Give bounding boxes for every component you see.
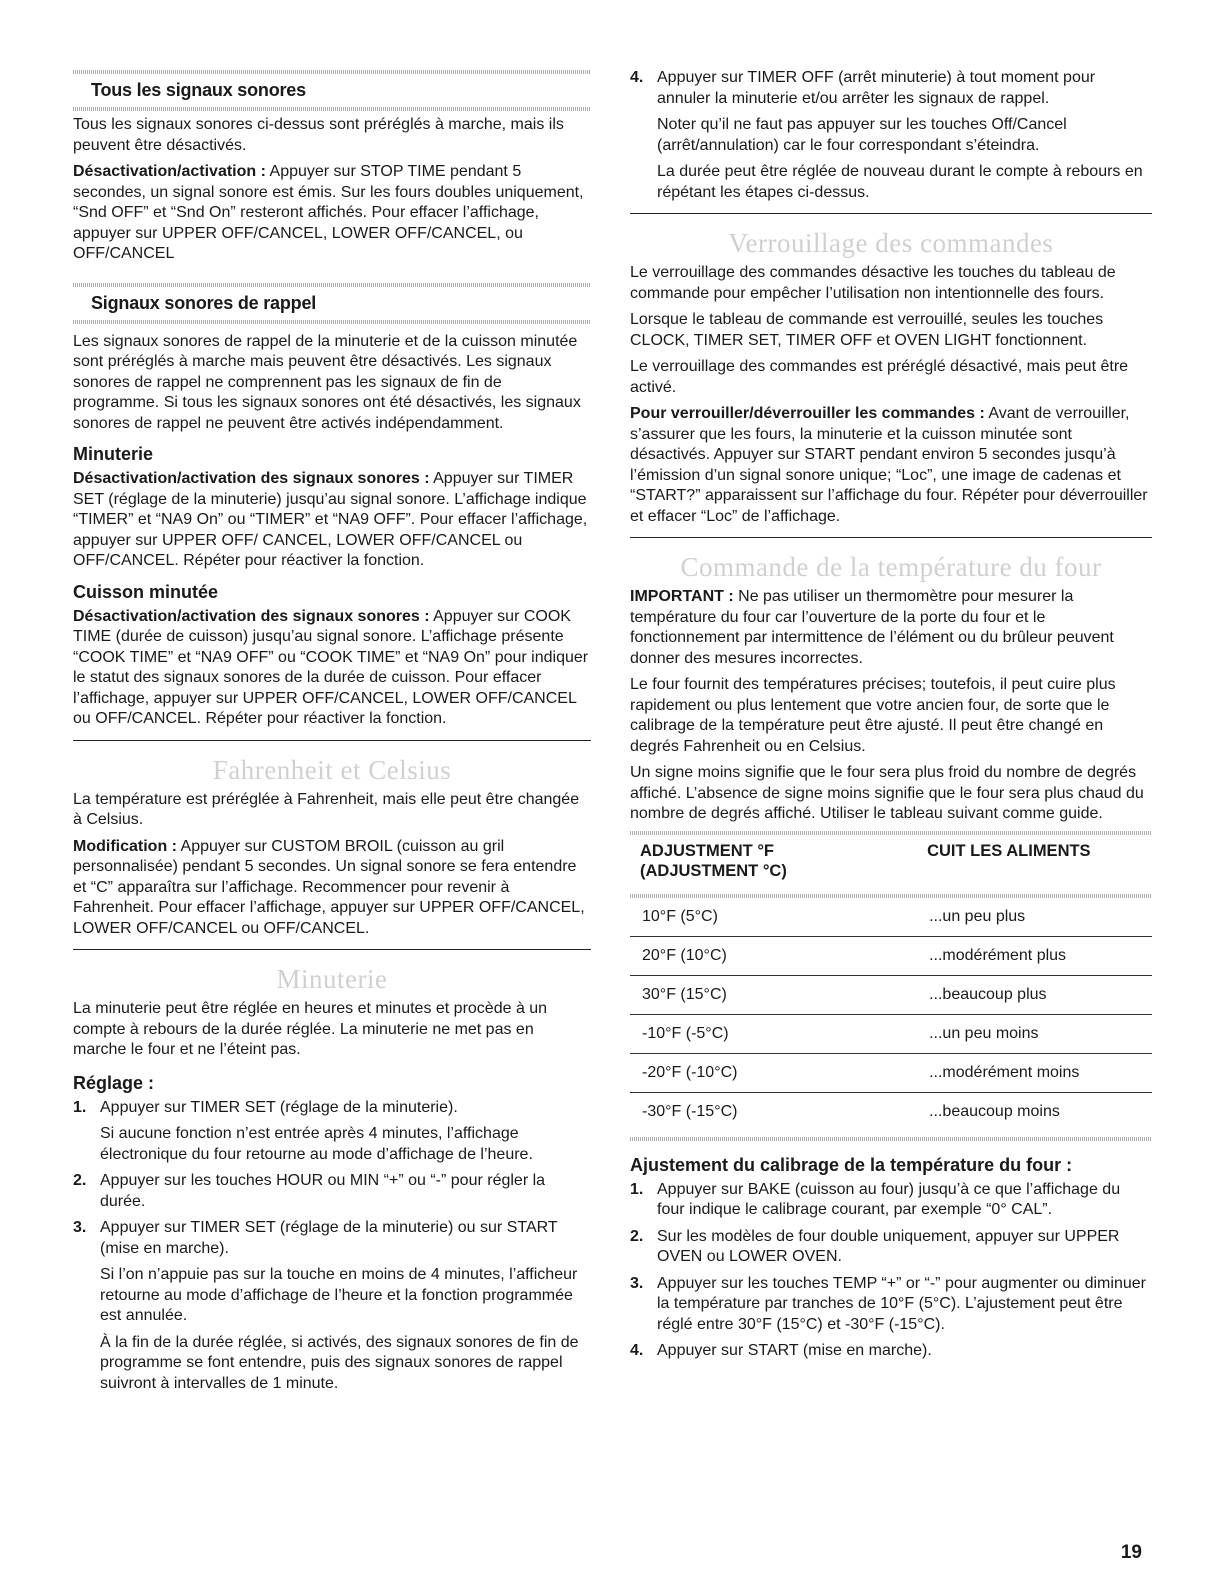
bold-lead: Désactivation/activation des signaux sonores : bbox=[73, 470, 430, 487]
paragraph bbox=[630, 587, 1152, 669]
subheading: Réglage : bbox=[73, 1072, 155, 1093]
step-number: 2. bbox=[73, 1172, 87, 1189]
step-number: 3. bbox=[73, 1219, 87, 1236]
step-note: Noter qu’il ne faut pas appuyer sur les touches Off/Cancel (arrêt/annulation) car le four correspondant s’éteindra. bbox=[657, 116, 1067, 154]
step-number: 4. bbox=[630, 1342, 644, 1359]
paragraph: La minuterie peut être réglée en heures et minutes et procède à un compte à rebours de la durée réglée. La minuterie ne met pas en marche le four et ne l’éteint pas. bbox=[73, 1000, 548, 1058]
table-cell: ...un peu plus bbox=[917, 898, 1152, 937]
step-text: Appuyer sur TIMER OFF (arrêt minuterie) à tout moment pour annuler la minuterie et/ou arrêter les signaux de rappel. bbox=[657, 69, 1096, 107]
step-note: Si aucune fonction n’est entrée après 4 minutes, l’affichage électronique du four retourne au mode d’affichage de l’heure. bbox=[100, 1125, 533, 1163]
section-rule bbox=[73, 740, 591, 741]
list-item bbox=[73, 1098, 591, 1166]
list-item bbox=[630, 1180, 1152, 1221]
list-item bbox=[630, 1274, 1152, 1336]
subheading: Cuisson minutée bbox=[73, 581, 219, 602]
paragraph bbox=[73, 162, 591, 265]
step-text: Appuyer sur TIMER SET (réglage de la minuterie). bbox=[100, 1098, 458, 1116]
step-text: Appuyer sur les touches TEMP “+” or “-” pour augmenter ou diminuer la température par tranches de 10°F (5°C). L’ajustement peut être réglé entre 30°F (15°C) et -30°F (-15°C). bbox=[657, 1274, 1146, 1333]
table-row bbox=[630, 936, 1152, 975]
table-cell: 10°F (5°C) bbox=[630, 898, 917, 937]
table-cell: ...beaucoup moins bbox=[929, 1102, 1060, 1120]
timer-steps-list bbox=[73, 1098, 591, 1395]
section-rule bbox=[630, 537, 1152, 538]
table-cell: -30°F (-15°C) bbox=[642, 1102, 738, 1120]
step-text: Appuyer sur BAKE (cuisson au four) jusqu’à ce que l’affichage du four indique le calibrage courant, par exemple “0° CAL”. bbox=[657, 1180, 1121, 1218]
bold-lead: Pour verrouiller/déverrouiller les commandes : bbox=[630, 405, 985, 422]
table-cell: ...modérément plus bbox=[917, 936, 1152, 975]
list-item bbox=[630, 68, 1152, 203]
paragraph: Les signaux sonores de rappel de la minuterie et de la cuisson minutée sont préréglés à marche mais peuvent être désactivés. Les signaux sonores de rappel ne comprennent pas les signaux de fin de programme. Si tous les signaux sonores ont été désactivés, les signaux sonores de rappel ne peuvent être activés indépendamment. bbox=[73, 332, 581, 432]
section-heading: Commande de la température du four bbox=[680, 552, 1102, 582]
table-row bbox=[630, 1014, 1152, 1053]
step-text: Appuyer sur START (mise en marche). bbox=[657, 1342, 932, 1359]
step-number: 1. bbox=[73, 1098, 87, 1116]
section-heading: Minuterie bbox=[276, 964, 388, 994]
paragraph: La température est préréglée à Fahrenheit, mais elle peut être changée à Celsius. bbox=[73, 790, 580, 828]
paragraph: Le verrouillage des commandes désactive les touches du tableau de commande pour empêcher l’utilisation non intentionnelle des fours. bbox=[630, 264, 1116, 302]
page-number: 19 bbox=[1120, 1542, 1142, 1563]
table-row bbox=[630, 1092, 1152, 1131]
paragraph-text: Appuyer sur TIMER SET (réglage de la minuterie) jusqu’au signal sonore. L’affichage indique “TIMER” et “NA9 On” ou “TIMER” et “NA9 OFF”. Pour effacer l’affichage, appuyer sur UPPER OFF/ CANCEL, LOWER OFF/CANCEL ou OFF/CANCEL. Répéter pour réactiver la fonction. bbox=[73, 470, 588, 569]
list-item bbox=[73, 1218, 591, 1394]
paragraph: Un signe moins signifie que le four sera plus froid du nombre de degrés affiché. L’absence de signe moins signifie que le four sera plus chaud du nombre de degrés affiché. Utiliser le tableau suivant comme guide. bbox=[630, 764, 1144, 822]
column-header-result: CUIT LES ALIMENTS bbox=[927, 841, 1091, 860]
paragraph bbox=[630, 404, 1152, 527]
table-cell: ...modérément moins bbox=[917, 1053, 1152, 1092]
paragraph bbox=[73, 469, 591, 572]
bold-lead: Désactivation/activation des signaux sonores : bbox=[73, 607, 430, 625]
bold-lead: Modification : bbox=[73, 837, 177, 855]
paragraph bbox=[73, 837, 591, 940]
paragraph: Tous les signaux sonores ci-dessus sont préréglés à marche, mais ils peuvent être désactivés. bbox=[73, 116, 564, 154]
right-column bbox=[630, 68, 1152, 1368]
paragraph: Lorsque le tableau de commande est verrouillé, seules les touches CLOCK, TIMER SET, TIMER OFF et OVEN LIGHT fonctionnent. bbox=[630, 311, 1104, 349]
table-cell: 20°F (10°C) bbox=[630, 936, 917, 975]
table-cell: -10°F (-5°C) bbox=[630, 1014, 917, 1053]
paragraph: Le four fournit des températures précises; toutefois, il peut cuire plus rapidement ou plus lentement que votre ancien four, de sorte que le calibrage de la température peut être ajusté. Il peut être changé en degrés Fahrenheit ou en Celsius. bbox=[630, 676, 1116, 755]
dotted-divider bbox=[630, 894, 1152, 898]
paragraph-text: Ne pas utiliser un thermomètre pour mesurer la température du four car l’ouverture de la porte du four et le fonctionnement par intermittence de l’élément ou du brûleur peuvent donner des mesures incorrectes. bbox=[630, 588, 1114, 667]
dotted-divider bbox=[73, 320, 591, 324]
paragraph-text: Avant de verrouiller, s’assurer que les fours, la minuterie et la cuisson minutée sont désactivés. Appuyer sur START pendant environ 5 secondes jusqu’à l’émission d’un signal sonore unique; “Loc”, une image de cadenas et “START?” apparaissent sur l’affichage du four. Répéter pour déverrouiller et effacer “Loc” de l’affichage. bbox=[630, 405, 1148, 525]
table-cell: 30°F (15°C) bbox=[630, 975, 917, 1014]
step-note: La durée peut être réglée de nouveau durant le compte à rebours en répétant les étapes ci-dessus. bbox=[657, 163, 1143, 201]
step-text: Appuyer sur les touches HOUR ou MIN “+” ou “-” pour régler la durée. bbox=[100, 1172, 546, 1210]
dotted-divider bbox=[73, 283, 591, 287]
left-column bbox=[73, 62, 591, 1400]
section-heading: Fahrenheit et Celsius bbox=[212, 754, 452, 785]
section-all-signals-header bbox=[73, 70, 591, 111]
step-note: À la fin de la durée réglée, si activés, des signaux sonores de fin de programme se font entendre, puis des signaux sonores de rappel suivront à intervalles de 1 minute. bbox=[100, 1333, 579, 1392]
dotted-divider bbox=[73, 107, 591, 111]
step-number: 1. bbox=[630, 1180, 644, 1198]
dotted-divider bbox=[630, 831, 1152, 835]
step-number: 4. bbox=[630, 69, 644, 86]
step-note: Si l’on n’appuie pas sur la touche en moins de 4 minutes, l’afficheur retourne au mode d’affichage de l’heure et la fonction programmée est annulée. bbox=[100, 1266, 578, 1324]
paragraph bbox=[73, 607, 591, 730]
timer-steps-continued bbox=[630, 68, 1152, 203]
table-row bbox=[630, 1053, 1152, 1092]
section-rule bbox=[73, 949, 591, 950]
section-rule bbox=[630, 213, 1152, 214]
list-item bbox=[73, 1171, 591, 1212]
header-line: (ADJUSTMENT °C) bbox=[640, 862, 787, 880]
list-item bbox=[630, 1341, 1152, 1362]
section-title: Tous les signaux sonores bbox=[91, 80, 306, 100]
bold-lead: Désactivation/activation : bbox=[73, 163, 266, 180]
header-line: ADJUSTMENT °F bbox=[640, 841, 775, 860]
paragraph-text: Appuyer sur CUSTOM BROIL (cuisson au gril personnalisée) pendant 5 secondes. Un signal sonore se fera entendre et “C” apparaîtra sur l’affichage. Recommencer pour revenir à Fahrenheit. Pour effacer l’affichage, appuyer sur UPPER OFF/CANCEL, LOWER OFF/CANCEL ou OFF/CANCEL. bbox=[73, 837, 585, 937]
calibration-table bbox=[630, 837, 1152, 1131]
section-heading: Verrouillage des commandes bbox=[728, 228, 1054, 258]
section-reminder-signals-header bbox=[73, 283, 591, 324]
step-text: Appuyer sur TIMER SET (réglage de la minuterie) ou sur START (mise en marche). bbox=[100, 1219, 558, 1257]
section-title: Signaux sonores de rappel bbox=[91, 292, 317, 313]
list-item bbox=[630, 1227, 1152, 1268]
table-cell: ...beaucoup plus bbox=[917, 975, 1152, 1014]
calibration-steps-list bbox=[630, 1180, 1152, 1362]
dotted-divider bbox=[73, 70, 591, 74]
paragraph-text: Appuyer sur STOP TIME pendant 5 secondes, un signal sonore est émis. Sur les fours doubles uniquement, “Snd OFF” et “Snd On” resteront affichés. Pour effacer l’affichage, appuyer sur UPPER OFF/CANCEL, LOWER OFF/CANCEL, ou OFF/CANCEL bbox=[73, 163, 584, 262]
paragraph: Le verrouillage des commandes est préréglé désactivé, mais peut être activé. bbox=[630, 358, 1129, 396]
table-row bbox=[630, 975, 1152, 1014]
table-row bbox=[630, 898, 1152, 937]
step-text: Sur les modèles de four double uniquement, appuyer sur UPPER OVEN ou LOWER OVEN. bbox=[657, 1227, 1120, 1265]
dotted-divider bbox=[630, 1137, 1152, 1141]
paragraph-text: Appuyer sur COOK TIME (durée de cuisson) jusqu’au signal sonore. L’affichage présente “COOK TIME” et “NA9 OFF” ou “COOK TIME” et “NA9 On” pour indiquer le statut des signaux sonores de la durée de cuisson. Pour effacer l’affichage, appuyer sur UPPER OFF/CANCEL, LOWER OFF/CANCEL ou OFF/CANCEL. Répéter pour réactiver la fonction. bbox=[73, 607, 589, 727]
subheading: Minuterie bbox=[73, 444, 154, 464]
column-header-adjustment bbox=[630, 837, 917, 894]
table-cell: ...un peu moins bbox=[917, 1014, 1152, 1053]
table-header-row bbox=[630, 837, 1152, 894]
step-number: 3. bbox=[630, 1274, 644, 1292]
table-cell: -20°F (-10°C) bbox=[630, 1053, 917, 1092]
subheading: Ajustement du calibrage de la température du four : bbox=[630, 1154, 1073, 1175]
step-number: 2. bbox=[630, 1227, 644, 1245]
bold-lead: IMPORTANT : bbox=[630, 588, 734, 605]
